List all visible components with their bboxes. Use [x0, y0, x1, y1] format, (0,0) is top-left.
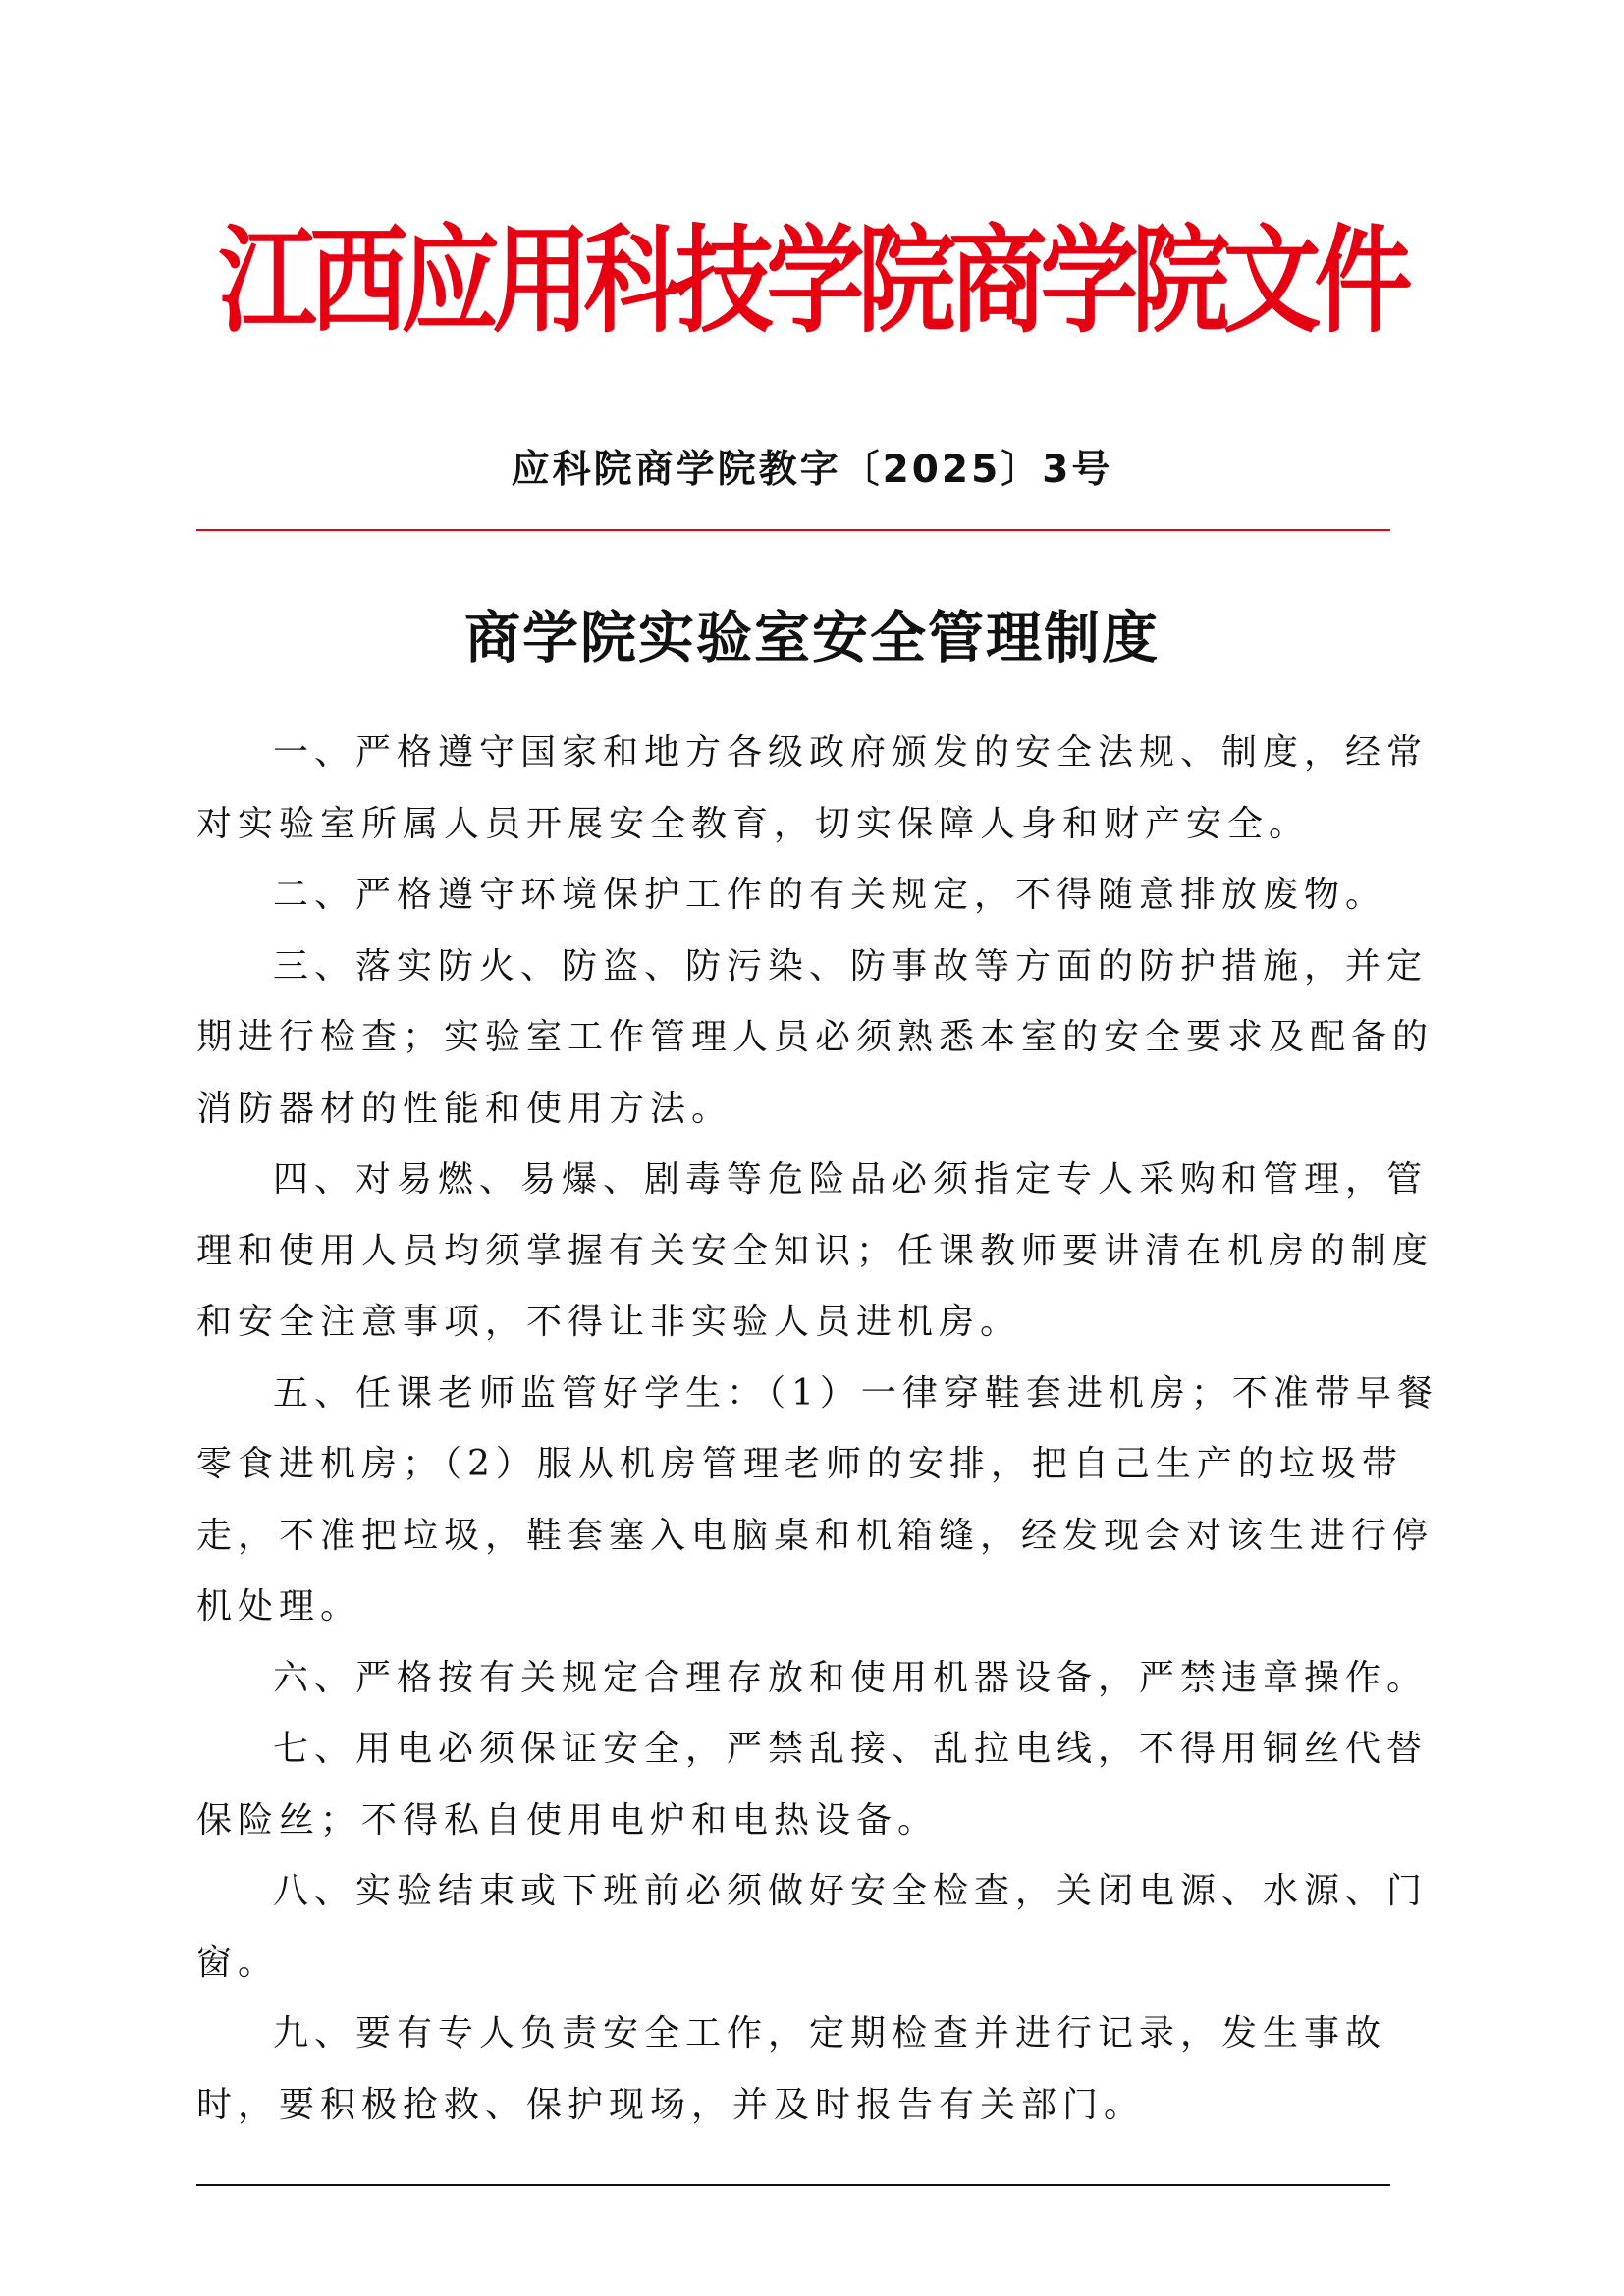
- document-number: 应科院商学院教字〔2025〕3号: [511, 448, 1113, 492]
- document-body: [196, 718, 1438, 2141]
- issuer-title: 江西应用科技学院商学院文件: [218, 213, 1406, 349]
- paragraph-line: 零食进机房；（2）服从机房管理老师的安排，把自己生产的垃圾带: [196, 1444, 1403, 1484]
- paragraph-line: 对实验室所属人员开展安全教育，切实保障人身和财产安全。: [196, 803, 1311, 844]
- document-title: 商学院实验室安全管理制度: [464, 606, 1160, 670]
- paragraph-6: [196, 1643, 1429, 1715]
- paragraph-3: [196, 932, 1435, 1146]
- red-header-divider: [196, 529, 1390, 531]
- paragraph-line: 保险丝；不得私自使用电炉和电热设备。: [196, 1799, 940, 1841]
- paragraph-line: 三、落实防火、防盗、防污染、防事故等方面的防护措施，并定: [273, 945, 1429, 987]
- paragraph-2: [196, 860, 1387, 932]
- paragraph-line: 走，不准把垃圾，鞋套塞入电脑桌和机箱缝，经发现会对该生进行停: [196, 1515, 1435, 1556]
- paragraph-line: 八、实验结束或下班前必须做好安全检查，关闭电源、水源、门: [273, 1871, 1429, 1911]
- paragraph-1: [196, 718, 1429, 860]
- paragraph-5: [196, 1359, 1438, 1643]
- paragraph-7: [196, 1714, 1429, 1856]
- paragraph-line: 四、对易燃、易爆、剧毒等危险品必须指定专人采购和管理，管: [273, 1159, 1429, 1200]
- paragraph-line: 窗。: [196, 1942, 280, 1983]
- paragraph-line: 理和使用人员均须掌握有关安全知识；任课教师要讲清在机房的制度: [196, 1230, 1435, 1271]
- paragraph-line: 九、要有专人负责安全工作，定期检查并进行记录，发生事故: [273, 2013, 1387, 2054]
- paragraph-line: 期进行检查；实验室工作管理人员必须熟悉本室的安全要求及配备的: [196, 1017, 1435, 1057]
- paragraph-line: 消防器材的性能和使用方法。: [196, 1088, 733, 1129]
- paragraph-9: [196, 1999, 1387, 2141]
- paragraph-line: 五、任课老师监管好学生：（1）一律穿鞋套进机房；不准带早餐: [273, 1372, 1438, 1414]
- paragraph-line: 时，要积极抢救、保护现场，并及时报告有关部门。: [196, 2084, 1146, 2125]
- footer-divider: [196, 2184, 1390, 2186]
- paragraph-line: 机处理。: [196, 1586, 362, 1627]
- paragraph-line: 六、严格按有关规定合理存放和使用机器设备，严禁违章操作。: [273, 1657, 1429, 1698]
- paragraph-line: 和安全注意事项，不得让非实验人员进机房。: [196, 1302, 1022, 1342]
- paragraph-line: 七、用电必须保证安全，严禁乱接、乱拉电线，不得用铜丝代替: [273, 1729, 1429, 1769]
- paragraph-line: 二、严格遵守环境保护工作的有关规定，不得随意排放废物。: [273, 875, 1387, 915]
- paragraph-8: [196, 1856, 1429, 1999]
- paragraph-4: [196, 1145, 1435, 1359]
- paragraph-line: 一、严格遵守国家和地方各级政府颁发的安全法规、制度，经常: [273, 732, 1429, 773]
